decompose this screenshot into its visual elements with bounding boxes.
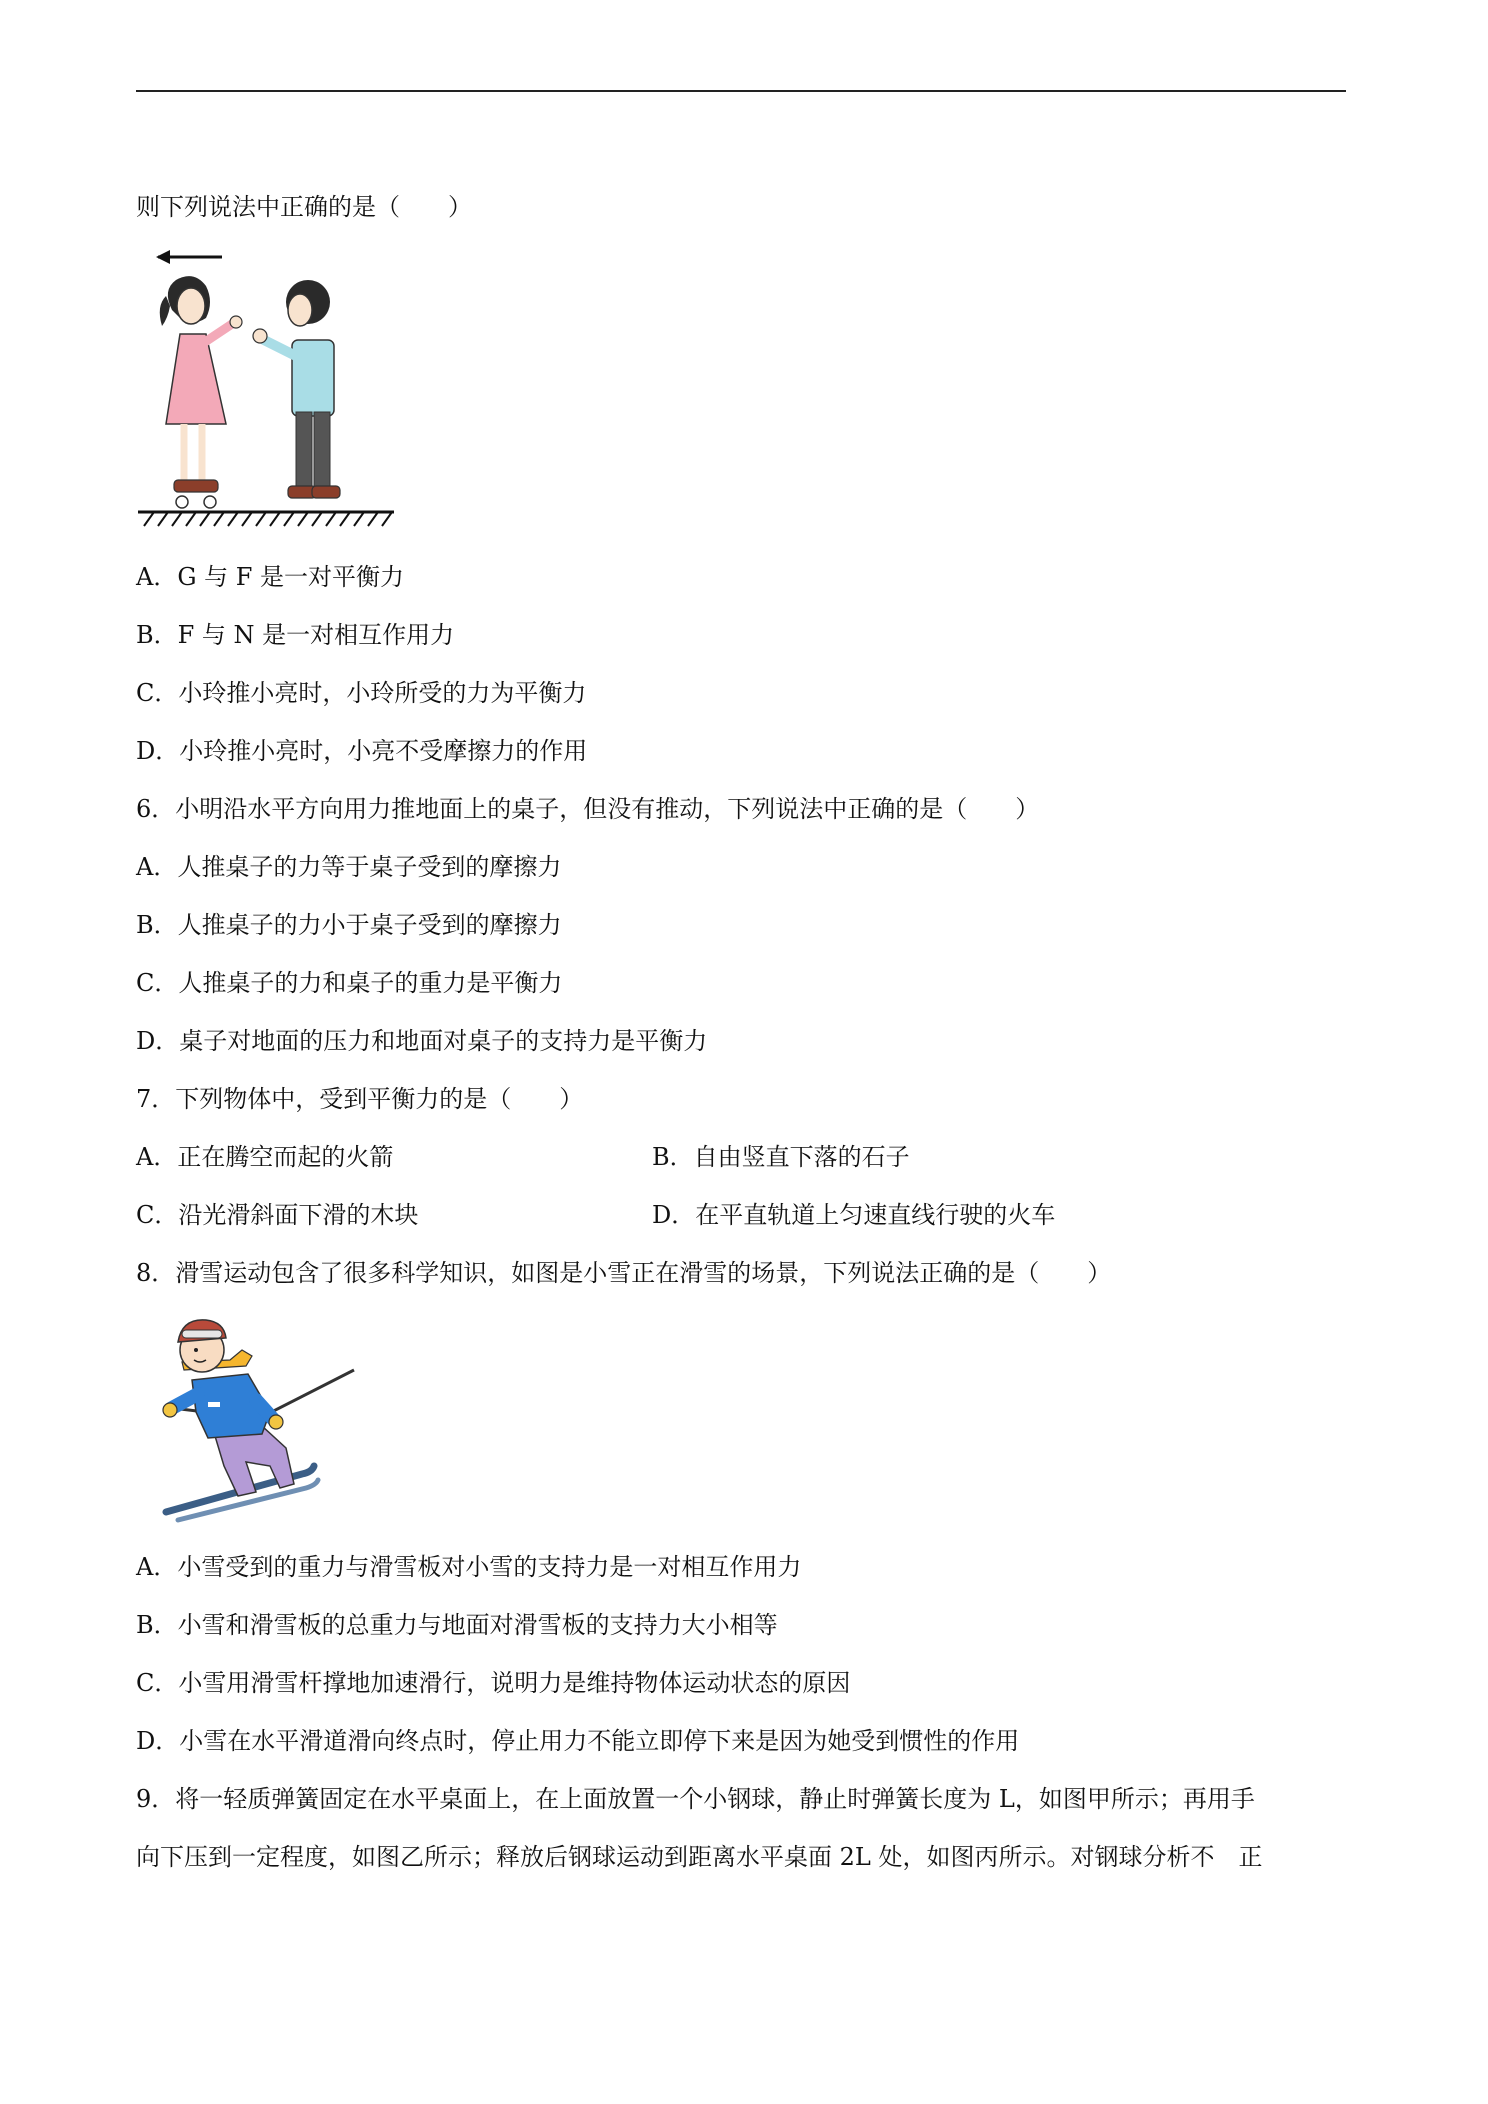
header-rule (136, 90, 1346, 92)
girl-figure (160, 276, 242, 508)
q5-option-b: B．F 与 N 是一对相互作用力 (136, 621, 455, 649)
question-6-stem: 6．小明沿水平方向用力推地面上的桌子，但没有推动，下列说法中正确的是（ ） (136, 795, 1040, 823)
q7-option-c: C．沿光滑斜面下滑的木块 (136, 1201, 419, 1229)
q6-option-d: D．桌子对地面的压力和地面对桌子的支持力是平衡力 (136, 1027, 708, 1055)
boy-figure (253, 280, 340, 498)
q8-option-d: D．小雪在水平滑道滑向终点时，停止用力不能立即停下来是因为她受到惯性的作用 (136, 1727, 1020, 1755)
ground-hatch (138, 512, 394, 526)
q5-option-c: C．小玲推小亮时，小玲所受的力为平衡力 (136, 679, 587, 707)
question-7-stem: 7．下列物体中，受到平衡力的是（ ） (136, 1085, 584, 1113)
skier-figure (152, 1316, 362, 1526)
question-8-stem: 8．滑雪运动包含了很多科学知识，如图是小雪正在滑雪的场景，下列说法正确的是（ ） (136, 1259, 1112, 1287)
q8-option-b: B．小雪和滑雪板的总重力与地面对滑雪板的支持力大小相等 (136, 1611, 778, 1639)
q5-option-d: D．小玲推小亮时，小亮不受摩擦力的作用 (136, 737, 588, 765)
arrow-left-icon (156, 250, 222, 264)
question-5-stem-tail: 则下列说法中正确的是（ ） (136, 193, 472, 221)
push-figure (136, 244, 396, 536)
q7-option-b: B．自由竖直下落的石子 (652, 1143, 910, 1171)
q6-option-a: A．人推桌子的力等于桌子受到的摩擦力 (136, 853, 562, 881)
q7-option-d: D．在平直轨道上匀速直线行驶的火车 (652, 1201, 1056, 1229)
q8-option-a: A．小雪受到的重力与滑雪板对小雪的支持力是一对相互作用力 (136, 1553, 802, 1581)
q6-option-c: C．人推桌子的力和桌子的重力是平衡力 (136, 969, 563, 997)
q7-option-a: A．正在腾空而起的火箭 (136, 1143, 394, 1171)
question-9-stem-line1: 9．将一轻质弹簧固定在水平桌面上，在上面放置一个小钢球，静止时弹簧长度为 L，如图甲所示；再用手 (136, 1785, 1255, 1813)
q6-option-b: B．人推桌子的力小于桌子受到的摩擦力 (136, 911, 562, 939)
question-9-stem-line2: 向下压到一定程度，如图乙所示；释放后钢球运动到距离水平桌面 2L 处，如图丙所示。对钢球分析不 正 (136, 1843, 1263, 1871)
q8-option-c: C．小雪用滑雪杆撑地加速滑行，说明力是维持物体运动状态的原因 (136, 1669, 851, 1697)
q5-option-a: A．G 与 F 是一对平衡力 (136, 563, 405, 591)
